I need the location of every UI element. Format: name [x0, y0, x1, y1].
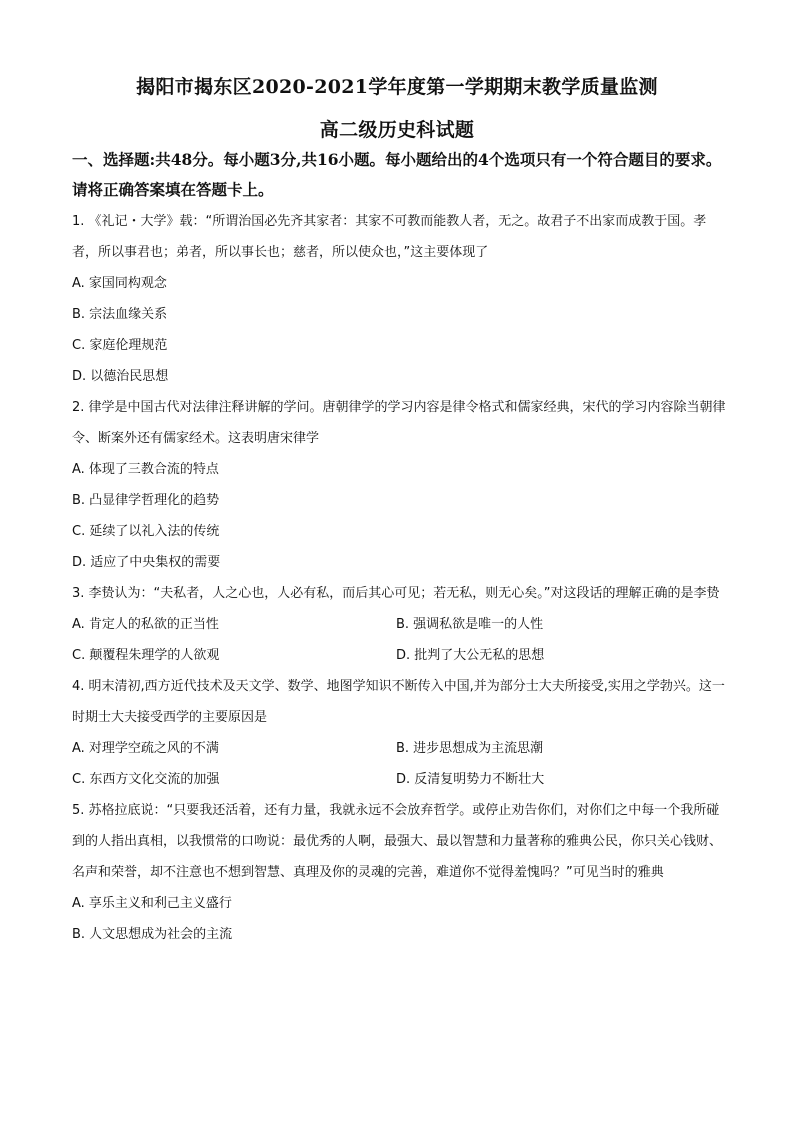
question-stem: 1. 《礼记・大学》载：“所谓治国必先齐其家者：其家不可教而能教人者，无之。故君子不出家而成教于国。孝者，所以事君也；弟者，所以事长也；慈者，所以使众也，”这主要体现了	[72, 214, 707, 260]
question-list	[72, 206, 732, 950]
option-b: B. 人文思想成为社会的主流	[72, 927, 233, 942]
option-d: D. 适应了中央集权的需要	[72, 555, 221, 570]
options-row	[72, 764, 732, 795]
option-b: B. 宗法血缘关系	[72, 307, 168, 322]
exam-subtitle: 高二级历史科试题	[319, 119, 475, 141]
exam-title: 揭阳市揭东区2020-2021学年度第一学期期末教学质量监测	[136, 76, 658, 98]
option-a: A. 享乐主义和利己主义盛行	[72, 896, 232, 911]
question-stem: 3. 李贽认为：“夫私者，人之心也，人必有私，而后其心可见；若无私，则无心矣。”对这段话的理解正确的是李贽	[72, 586, 720, 601]
option-b: B. 进步思想成为主流思潮	[396, 741, 544, 756]
option-c: C. 家庭伦理规范	[72, 338, 168, 353]
question-1	[72, 206, 732, 392]
options-row	[72, 733, 732, 764]
option-b: B. 强调私欲是唯一的人性	[396, 617, 544, 632]
section-heading: 一、选择题:共48分。每小题3分,共16小题。每小题给出的4个选项只有一个符合题目的要求。请将正确答案填在答题卡上。	[72, 150, 722, 199]
option-b: B. 凸显律学哲理化的趋势	[72, 493, 220, 508]
option-d: D. 以德治民思想	[72, 369, 169, 384]
option-d: D. 批判了大公无私的思想	[396, 648, 545, 663]
option-c: C. 颠覆程朱理学的人欲观	[72, 648, 220, 663]
options-row	[72, 640, 732, 671]
option-a: A. 对理学空疏之风的不满	[72, 741, 219, 756]
option-a: A. 体现了三教合流的特点	[72, 462, 219, 477]
option-c: C. 延续了以礼入法的传统	[72, 524, 220, 539]
option-a: A. 家国同构观念	[72, 276, 167, 291]
option-c: C. 东西方文化交流的加强	[72, 772, 220, 787]
question-stem: 5. 苏格拉底说：“只要我还活着，还有力量，我就永远不会放弃哲学。或停止劝告你们，对你们之中每一个我所碰到的人指出真相，以我惯常的口吻说：最优秀的人啊，最强大、最以智慧和力量著称的雅典公民，你只关心钱财、名声和荣誉，却不注意也不想到智慧、真理及你的灵魂的完善，难道你不觉得羞愧吗？”可见当时的雅典	[72, 803, 723, 880]
question-stem: 2. 律学是中国古代对法律注释讲解的学问。唐朝律学的学习内容是律令格式和儒家经典，宋代的学习内容除当朝律令、断案外还有儒家经术。这表明唐宋律学	[72, 400, 726, 446]
options-row	[72, 609, 732, 640]
question-3	[72, 578, 732, 671]
question-5	[72, 795, 732, 950]
option-d: D. 反清复明势力不断壮大	[396, 772, 545, 787]
question-4	[72, 671, 732, 795]
question-2	[72, 392, 732, 578]
option-a: A. 肯定人的私欲的正当性	[72, 617, 219, 632]
question-stem: 4. 明末清初,西方近代技术及天文学、数学、地图学知识不断传入中国,并为部分士大夫所接受,实用之学勃兴。这一时期士大夫接受西学的主要原因是	[72, 679, 725, 725]
